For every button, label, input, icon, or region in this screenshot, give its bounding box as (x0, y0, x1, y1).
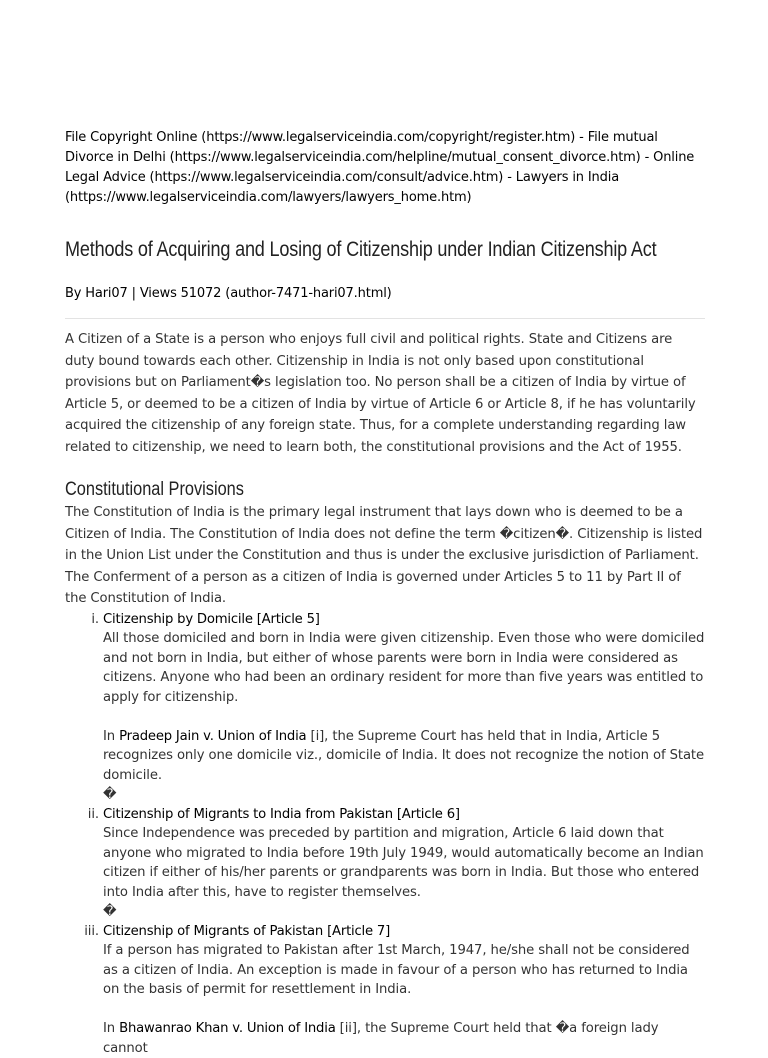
article-byline (65, 284, 705, 304)
author-link[interactable]: By Hari07 | Views 51072 (author-7471-hari07.html) (65, 286, 392, 301)
case-name: Pradeep Jain v. Union of India (119, 729, 306, 744)
article-list (65, 610, 705, 1058)
case-text: [i], the Supreme Court has held that in India, Article 5 recognizes only one domicile viz., domicile of India. It does not recognize the notion of State domicile. (103, 729, 704, 783)
list-item-number: i. (79, 610, 99, 630)
list-item (103, 610, 705, 805)
file-copyright-link[interactable]: File Copyright Online (https://www.legalserviceindia.com/copyright/register.htm) (65, 130, 575, 145)
list-item (103, 805, 705, 922)
divider (65, 318, 705, 319)
top-links-bar (65, 128, 705, 208)
case-paragraph (103, 727, 705, 786)
spacer (103, 707, 705, 727)
list-item (103, 922, 705, 1058)
section-paragraph: The Constitution of India is the primary legal instrument that lays down who is deemed to be a Citizen of India. The Constitution of India does not define the term �citizen�. Citizenship is listed in the Union List under the Constitution and thus is under the exclusive jurisdiction of Parliament. The Conferment of a person as a citizen of India is governed under Articles 5 to 11 by Part II of the Constitution of India. (65, 502, 705, 610)
page-content (65, 128, 705, 1058)
mutual-divorce-link[interactable]: File mutual Divorce in Delhi (https://www.legalserviceindia.com/helpline/mutual_consent_divorce.htm) (65, 130, 658, 165)
trailing-glyph: � (103, 902, 705, 922)
list-item-text: Since Independence was preceded by partition and migration, Article 6 laid down that anyone who migrated to India before 19th July 1949, would automatically become an Indian citizen if either of his/her parents or grandparents was born in India. But those who entered into India after this, have to register themselves. (103, 824, 705, 902)
spacer (103, 1000, 705, 1020)
case-prefix: In (103, 729, 119, 744)
link-separator: - (503, 170, 516, 185)
list-item-title: Citizenship of Migrants to India from Pakistan [Article 6] (103, 805, 705, 825)
list-item-title: Citizenship by Domicile [Article 5] (103, 610, 705, 630)
list-item-title: Citizenship of Migrants of Pakistan [Article 7] (103, 922, 705, 942)
case-name: Bhawanrao Khan v. Union of India (119, 1021, 335, 1036)
case-text: [ii], the Supreme Court held that �a foreign lady cannot (103, 1021, 658, 1056)
case-paragraph (103, 1019, 705, 1058)
lawyers-in-india-link[interactable]: Lawyers in India (https://www.legalserviceindia.com/lawyers/lawyers_home.htm) (65, 170, 619, 205)
intro-paragraph: A Citizen of a State is a person who enjoys full civil and political rights. State and Citizens are duty bound towards each other. Citizenship in India is not only based upon constitutional provisions but on Parliament�s legislation too. No person shall be a citizen of India by virtue of Article 5, or deemed to be a citizen of India by virtue of Article 6 or Article 8, if he has voluntarily acquired the citizenship of any foreign state. Thus, for a complete understanding regarding law related to citizenship, we need to learn both, the constitutional provisions and the Act of 1955. (65, 329, 705, 458)
article-title: Methods of Acquiring and Losing of Citizenship under Indian Citizenship Act (65, 236, 615, 264)
list-item-text: All those domiciled and born in India were given citizenship. Even those who were domiciled and not born in India, but either of whose parents were born in India were considered as citizens. Anyone who had been an ordinary resident for more than five years was entitled to apply for citizenship. (103, 629, 705, 707)
trailing-glyph: � (103, 785, 705, 805)
list-item-number: iii. (79, 922, 99, 942)
online-legal-advice-link[interactable]: Online Legal Advice (https://www.legalserviceindia.com/consult/advice.htm) (65, 150, 694, 185)
section-heading: Constitutional Provisions (65, 478, 615, 502)
list-item-text: If a person has migrated to Pakistan after 1st March, 1947, he/she shall not be considered as a citizen of India. An exception is made in favour of a person who has returned to India on the basis of permit for resettlement in India. (103, 941, 705, 1000)
list-item-number: ii. (79, 805, 99, 825)
case-prefix: In (103, 1021, 119, 1036)
link-separator: - (575, 130, 588, 145)
link-separator: - (641, 150, 654, 165)
